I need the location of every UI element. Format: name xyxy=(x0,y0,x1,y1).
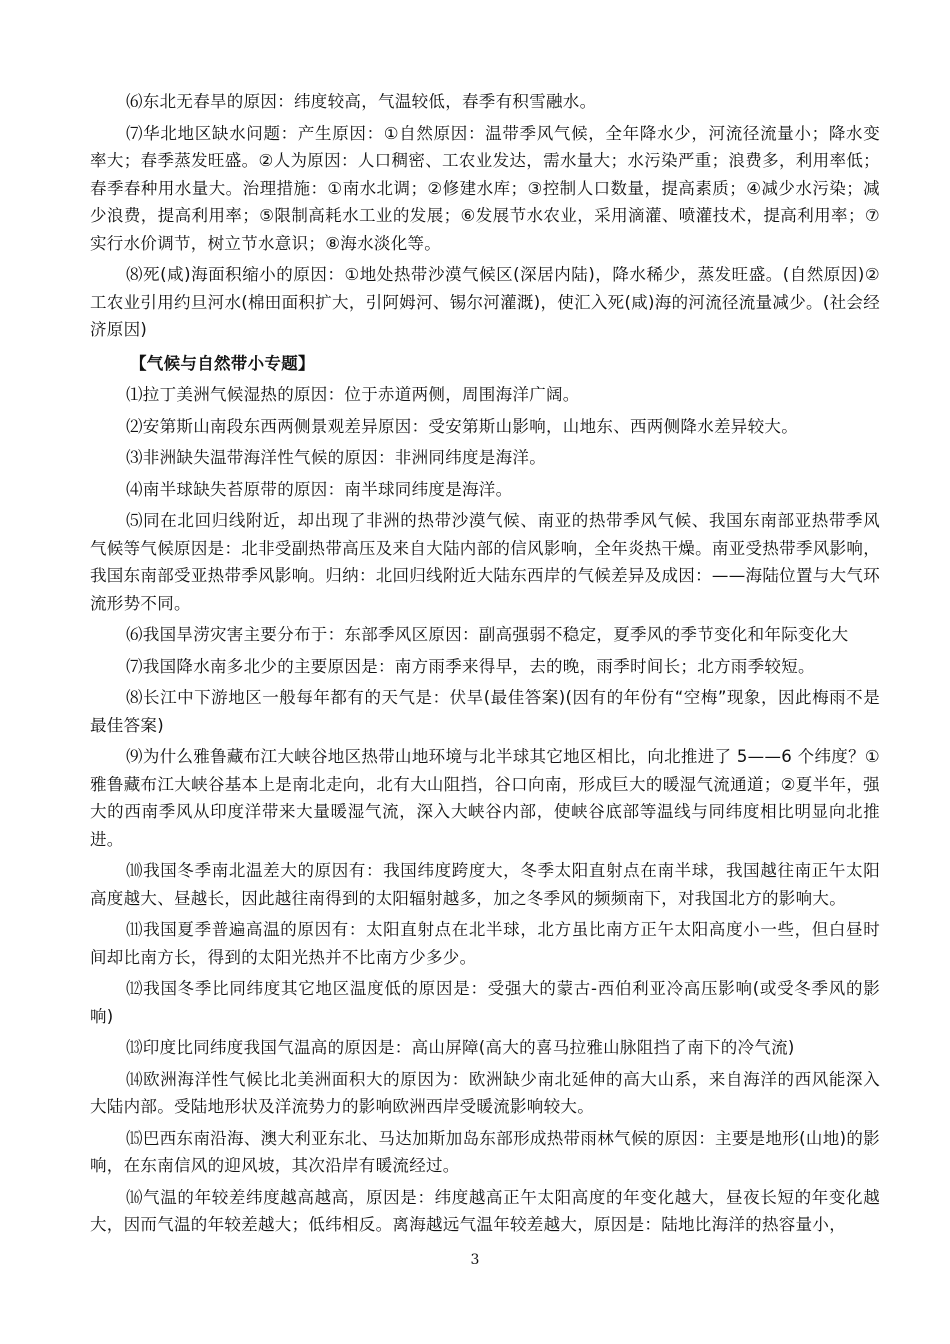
paragraph: ⑺我国降水南多北少的主要原因是：南方雨季来得早，去的晚，雨季时间长；北方雨季较短。 xyxy=(126,656,815,676)
page-number: 3 xyxy=(470,1252,480,1268)
paragraph: ⑶非洲缺失温带海洋性气候的原因：非洲同纬度是海洋。 xyxy=(126,448,546,467)
paragraph: ⑾我国夏季普遍高温的原因有：太阳直射点在北半球，北方虽比南方正午太阳高度小一些，但白昼时间却比南方长，得到的太阳光热并不比南方少多少。 xyxy=(90,920,880,967)
paragraph: ⑹我国旱涝灾害主要分布于：东部季风区原因：副高强弱不稳定，夏季风的季节变化和年际变化大 xyxy=(126,625,849,644)
paragraph: ⒂巴西东南沿海、澳大利亚东北、马达加斯加岛东部形成热带雨林气候的原因：主要是地形(山地)的影响，在东南信风的迎风坡，其次沿岸有暖流经过。 xyxy=(90,1128,880,1175)
paragraph: ⑼为什么雅鲁藏布江大峡谷地区热带山地环境与北半球其它地区相比，向北推进了 5——6 个纬度？①雅鲁藏布江大峡谷基本上是南北走向，北有大山阻挡，谷口向南，形成巨大的暖湿气流通道；②夏半年，强大的西南季风从印度洋带来大量暖湿气流，深入大峡谷内部，使峡谷底部等温线与同纬度相比明显向北推进。 xyxy=(90,747,880,849)
paragraph: ⑿我国冬季比同纬度其它地区温度低的原因是：受强大的蒙古-西伯利亚冷高压影响(或受冬季风的影响) xyxy=(90,979,880,1026)
paragraph: ⑹东北无春旱的原因：纬度较高，气温较低，春季有积雪融水。 xyxy=(126,92,597,111)
paragraph: ⑺华北地区缺水问题：产生原因：①自然原因：温带季风气候，全年降水少，河流径流量小；降水变率大；春季蒸发旺盛。②人为原因：人口稠密、工农业发达，需水量大；水污染严重；浪费多，利用率低；春季春种用水量大。治理措施：①南水北调；②修建水库；③控制人口数量，提高素质；④减少水污染；减少浪费，提高利用率；⑤限制高耗水工业的发展；⑥发展节水农业，采用滴灌、喷灌技术，提高利用率；⑦实行水价调节，树立节水意识；⑧海水淡化等。 xyxy=(90,123,880,253)
paragraph: ⑻长江中下游地区一般每年都有的天气是：伏旱(最佳答案)(因有的年份有“空梅”现象，因此梅雨不是最佳答案) xyxy=(90,688,880,735)
paragraph: ⑵安第斯山南段东西两侧景观差异原因：受安第斯山影响，山地东、西两侧降水差异较大。 xyxy=(126,416,798,436)
paragraph: ⑸同在北回归线附近，却出现了非洲的热带沙漠气候、南亚的热带季风气候、我国东南部亚热带季风气候等气候原因是：北非受副热带高压及来自大陆内部的信风影响，全年炎热干燥。南亚受热带季风影响，我国东南部受亚热带季风影响。归纳：北回归线附近大陆东西岸的气候差异及成因：——海陆位置与大气环流形势不同。 xyxy=(90,511,880,613)
paragraph: ⒁欧洲海洋性气候比北美洲面积大的原因为：欧洲缺少南北延伸的高大山系，来自海洋的西风能深入大陆内部。受陆地形状及洋流势力的影响欧洲西岸受暖流影响较大。 xyxy=(90,1069,880,1116)
paragraph: ⑽我国冬季南北温差大的原因有：我国纬度跨度大，冬季太阳直射点在南半球，我国越往南正午太阳高度越大、昼越长，因此越往南得到的太阳辐射越多，加之冬季风的频频南下，对我国北方的影响大。 xyxy=(90,861,880,908)
section-heading: 【气候与自然带小专题】 xyxy=(130,353,315,373)
paragraph: ⑻死(咸)海面积缩小的原因：①地处热带沙漠气候区(深居内陆)，降水稀少，蒸发旺盛。(自然原因)②工农业引用约旦河水(棉田面积扩大，引阿姆河、锡尔河灌溉)，使汇入死(咸)海的河流径流量减少。(社会经济原因) xyxy=(90,265,880,339)
paragraph: ⑷南半球缺失苔原带的原因：南半球同纬度是海洋。 xyxy=(126,479,513,499)
paragraph: ⑴拉丁美洲气候湿热的原因：位于赤道两侧，周围海洋广阔。 xyxy=(126,385,580,404)
paragraph: ⒃气温的年较差纬度越高越高，原因是：纬度越高正午太阳高度的年变化越大，昼夜长短的年变化越大，因而气温的年较差越大；低纬相反。离海越远气温年较差越大，原因是：陆地比海洋的热容量小， xyxy=(90,1187,880,1234)
paragraph: ⒀印度比同纬度我国气温高的原因是：高山屏障(高大的喜马拉雅山脉阻挡了南下的冷气流) xyxy=(126,1038,795,1057)
page-content xyxy=(90,88,880,1239)
